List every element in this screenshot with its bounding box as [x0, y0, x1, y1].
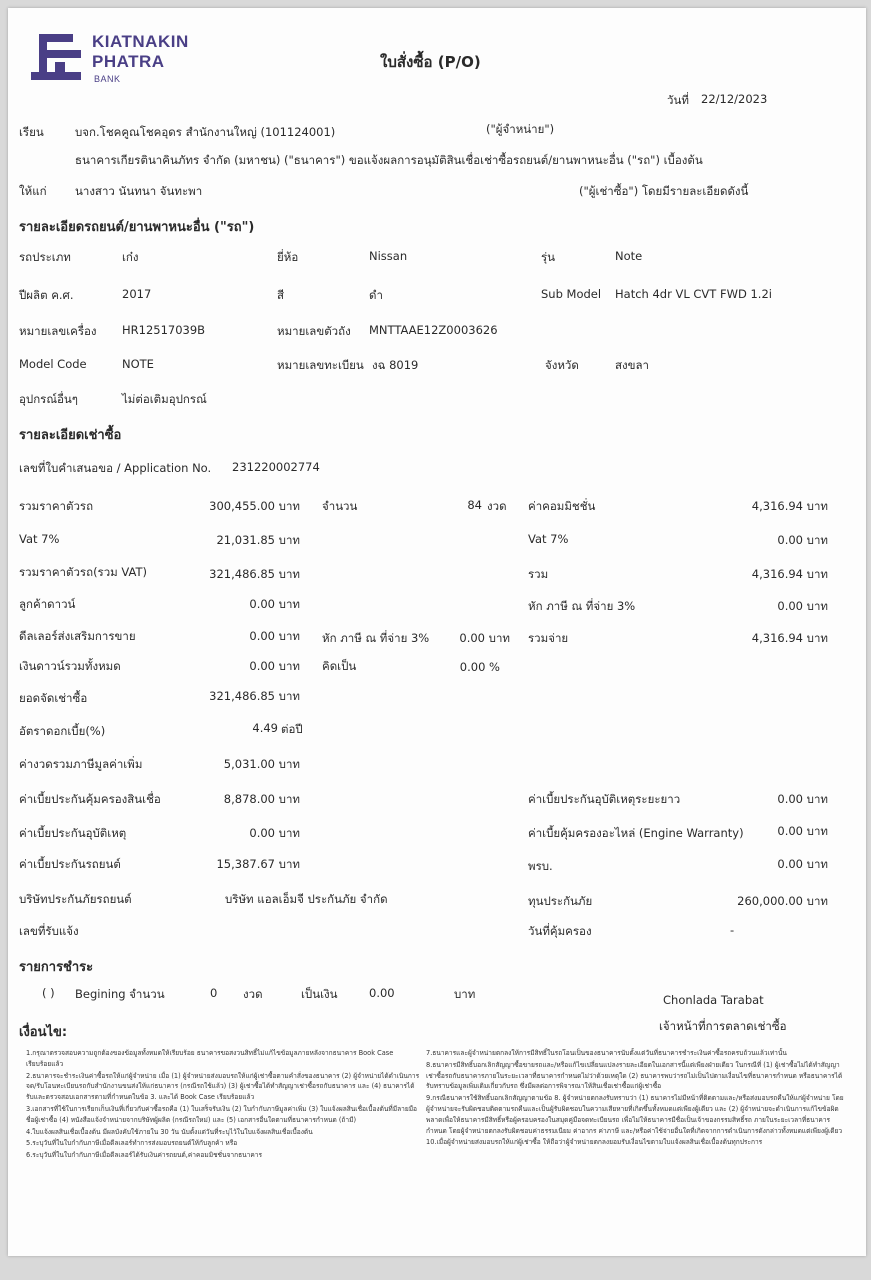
car-price-vat-label: รวมราคาตัวรถ(รวม VAT) — [19, 565, 148, 579]
begin-label: Begining จำนวน — [75, 987, 165, 1001]
model-label: รุ่น — [541, 250, 556, 264]
warranty-value: 0.00 บาท — [777, 824, 828, 838]
rate-label: อัตราดอกเบี้ย(%) — [19, 724, 106, 738]
intro-text: ธนาคารเกียรตินาคินภัทร จำกัด (มหาชน) ("ธนาคาร") ขอแจ้งผลการอนุมัติสินเชื่อเช่าซื้อรถยนต์/ยานพาหนะอื่น ("รถ") เบื้องต้น — [75, 153, 703, 167]
engine-label: หมายเลขเครื่อง — [19, 324, 97, 338]
insurer-label: บริษัทประกันภัยรถยนต์ — [19, 892, 132, 906]
longterm-label: ค่าเบี้ยประกันอุบัติเหตุระยะยาว — [528, 792, 681, 806]
credit-ins-label: ค่าเบี้ยประกันคุ้มครองสินเชื่อ — [19, 792, 161, 806]
accident-label: ค่าเบี้ยประกันอุบัติเหตุ — [19, 826, 127, 840]
car-price-vat-value: 321,486.85 บาท — [209, 567, 300, 581]
submodel-value: Hatch 4dr VL CVT FWD 1.2i — [615, 287, 772, 301]
condition-item: 7.ธนาคารและผู้จำหน่ายตกลงให้การมีสิทธิ์ในรถโอนเป็นของธนาคารนับตั้งแต่วันที่ธนาคารชำระเงินค่าซื้อรถครบถ้วนแล้วเท่านั้น — [426, 1049, 787, 1057]
rate-value: 4.49 — [252, 721, 278, 735]
modelcode-label: Model Code — [19, 357, 87, 371]
vat2-value: 0.00 บาท — [777, 533, 828, 547]
type-value: เก๋ง — [122, 250, 139, 264]
begin-unit: งวด — [243, 987, 263, 1001]
installments-label: จำนวน — [322, 499, 358, 513]
monthly-value: 5,031.00 บาท — [223, 757, 300, 771]
dealer-wht-value: 0.00 บาท — [459, 631, 510, 645]
commission-value: 4,316.94 บาท — [751, 499, 828, 513]
down-value: 0.00 บาท — [249, 597, 300, 611]
for-value: นางสาว นันทนา จันทะพา — [75, 184, 203, 198]
car-ins-label: ค่าเบี้ยประกันรถยนต์ — [19, 857, 121, 871]
color-value: ดำ — [369, 288, 383, 302]
total-paid-label: รวมจ่าย — [528, 631, 569, 645]
condition-item: 1.กรุณาตรวจสอบความถูกต้องของข้อมูลทั้งหมดให้เรียบร้อย ธนาคารขอสงวนสิทธิ์ไม่แก้ไขข้อมูลภายหลังจากธนาคาร Book Case เรียบร้อยแล้ว — [26, 1049, 394, 1068]
signer-name: Chonlada Tarabat — [663, 993, 764, 1007]
compulsory-value: 0.00 บาท — [777, 857, 828, 871]
percent-label: คิดเป็น — [322, 659, 357, 673]
condition-item: 2.ธนาคารจะชำระเงินค่าซื้อรถให้แก่ผู้จำหน่าย เมื่อ (1) ผู้จำหน่ายส่งมอบรถให้แก่ผู้เช่าซื้อตามคำสั่งของธนาคาร (2) ผู้จำหน่ายได้ดำเนินการจด/รับโอนทะเบียนรถกับสำนักงานขนส่งให้แก่ธนาคาร (กรณีรถใช้แล้ว) (3) ผู้เช่าซื้อได้ทำสัญญาเช่าซื้อรถกับธนาคาร และ (4) ธนาคารได้รับและตรวจสอบเอกสารตามที่กำหนดในข้อ 3. และได้ Book Case เรียบร้อยแล้ว — [26, 1071, 420, 1102]
payment-section-title: รายการชำระ — [19, 960, 94, 975]
province-label: จังหวัด — [545, 358, 579, 372]
monthly-label: ค่างวดรวมภาษีมูลค่าเพิ่ม — [19, 757, 143, 771]
date-label: วันที่ — [667, 93, 689, 107]
plate-label: หมายเลขทะเบียน — [277, 358, 364, 372]
engine-value: HR12517039B — [122, 323, 206, 337]
conditions-title: เงื่อนไข: — [19, 1025, 68, 1040]
total-down-label: เงินดาวน์รวมทั้งหมด — [19, 659, 121, 673]
compulsory-label: พรบ. — [528, 859, 553, 873]
total-label: รวม — [528, 567, 549, 581]
to-value: บจก.โชคคูณโชคอุดร สำนักงานใหญ่ (101124001) — [75, 125, 336, 139]
sum-insured-label: ทุนประกันภัย — [528, 894, 593, 908]
accident-value: 0.00 บาท — [249, 826, 300, 840]
to-label: เรียน — [19, 125, 44, 139]
conditions-right — [426, 1048, 846, 1149]
modelcode-value: NOTE — [122, 357, 154, 371]
rate-unit: ต่อปี — [281, 722, 303, 736]
amount-currency: บาท — [454, 987, 476, 1001]
logo-line3: BANK — [94, 74, 121, 84]
kkp-logo-icon — [25, 32, 87, 88]
application-label: เลขที่ใบคำเสนอขอ / Application No. — [19, 461, 212, 475]
date-value: 22/12/2023 — [701, 92, 768, 106]
plate-value: งฉ 8019 — [372, 358, 419, 372]
amount-label: เป็นเงิน — [301, 987, 338, 1001]
sum-insured-value: 260,000.00 บาท — [737, 894, 828, 908]
wht-value: 0.00 บาท — [777, 599, 828, 613]
model-value: Note — [615, 249, 643, 263]
page-title: ใบสั่งซื้อ (P/O) — [380, 53, 481, 71]
vat-label: Vat 7% — [19, 532, 60, 546]
begin-count: 0 — [210, 986, 218, 1000]
commission-label: ค่าคอมมิชชั่น — [528, 499, 596, 513]
condition-item: 5.ระบุวันที่ในใบกำกับภาษีเมื่อดีลเลอร์ทำการส่งมอบรถยนต์ให้กับลูกค้า หรือ — [26, 1139, 238, 1148]
total-value: 4,316.94 บาท — [751, 567, 828, 581]
application-value: 231220002774 — [232, 460, 320, 474]
notify-label: เลขที่รับแจ้ง — [19, 924, 79, 938]
finance-label: ยอดจัดเช่าซื้อ — [19, 691, 88, 705]
payment-checkbox[interactable]: ( ) — [42, 986, 55, 1000]
brand-value: Nissan — [369, 249, 408, 263]
coverage-label: วันที่คุ้มครอง — [528, 924, 592, 938]
total-down-value: 0.00 บาท — [249, 659, 300, 673]
po-document — [8, 8, 866, 1256]
condition-item: 10.เมื่อผู้จำหน่ายส่งมอบรถให้แก่ผู้เช่าซื้อ ให้ถือว่าผู้จำหน่ายตกลงยอมรับเงื่อนไขตามใบแจ้งผลสินเชื่อเบื้องต้นทุกประการ — [426, 1138, 763, 1147]
installments-value: 84 — [467, 498, 482, 512]
submodel-label: Sub Model — [541, 287, 602, 301]
accessory-value: ไม่ต่อเติมอุปกรณ์ — [122, 392, 207, 406]
logo-line1: KIATNAKIN — [92, 32, 189, 51]
accessory-label: อุปกรณ์อื่นๆ — [19, 392, 78, 406]
year-value: 2017 — [122, 287, 152, 301]
car-ins-value: 15,387.67 บาท — [216, 857, 300, 871]
condition-item: 6.ระบุวันที่ในใบกำกับภาษีเมื่อดีลเลอร์ได้รับเงินค่ารถยนต์,ค่าคอมมิชชั่นจากธนาคาร — [26, 1151, 262, 1160]
vat-value: 21,031.85 บาท — [216, 533, 300, 547]
credit-ins-value: 8,878.00 บาท — [223, 792, 300, 806]
signer-role: เจ้าหน้าที่การตลาดเช่าซื้อ — [659, 1019, 787, 1033]
finance-value: 321,486.85 บาท — [209, 689, 300, 703]
condition-item: 4.ใบแจ้งผลสินเชื่อเบื้องต้น มีผลบังคับใช้ภายใน 30 วัน นับตั้งแต่วันที่ระบุไว้ในใบแจ้งผลสินเชื่อเบื้องต้น — [26, 1127, 313, 1136]
dealer-wht-label: หัก ภาษี ณ ที่จ่าย 3% — [322, 631, 430, 645]
for-role: ("ผู้เช่าซื้อ") โดยมีรายละเอียดดังนี้ — [579, 184, 749, 198]
dealer-label: ดีลเลอร์ส่งเสริมการขาย — [19, 629, 136, 643]
vat2-label: Vat 7% — [528, 532, 569, 546]
chassis-label: หมายเลขตัวถัง — [277, 324, 351, 338]
color-label: สี — [277, 288, 285, 302]
car-price-label: รวมราคาตัวรถ — [19, 499, 94, 513]
condition-item: 3.เอกสารที่ใช้ในการเรียกเก็บเงินที่เกี่ยวกับค่าซื้อรถคือ (1) ใบเสร็จรับเงิน (2) ใบกำกับภาษีมูลค่าเพิ่ม (3) ใบแจ้งผลสินเชื่อเบื้องต้นที่มีลายมือชื่อผู้เช่าซื้อ (4) หนังสือแจ้งจำหน่ายจากบริษัทผู้ผลิต (กรณีรถใหม่) และ (5) เอกสารอื่นใดตามที่ธนาคารกำหนด (ถ้ามี) — [26, 1104, 418, 1124]
to-role: ("ผู้จำหน่าย") — [486, 122, 555, 136]
vehicle-section-title: รายละเอียดรถยนต์/ยานพาหนะอื่น ("รถ") — [19, 220, 255, 235]
amount-value: 0.00 — [369, 986, 395, 1000]
wht-label: หัก ภาษี ณ ที่จ่าย 3% — [528, 599, 636, 613]
installments-unit: งวด — [487, 499, 507, 513]
chassis-value: MNTTAAE12Z0003626 — [369, 323, 498, 337]
percent-value: 0.00 % — [459, 660, 500, 674]
insurer-value: บริษัท แอลเอ็มจี ประกันภัย จำกัด — [225, 892, 388, 906]
year-label: ปีผลิต ค.ศ. — [19, 288, 74, 302]
province-value: สงขลา — [615, 358, 650, 372]
warranty-label: ค่าเบี้ยคุ้มครองอะไหล่ (Engine Warranty) — [528, 826, 744, 840]
type-label: รถประเภท — [19, 250, 71, 264]
car-price-value: 300,455.00 บาท — [209, 499, 300, 513]
conditions-left — [26, 1048, 420, 1162]
lease-section-title: รายละเอียดเช่าซื้อ — [19, 428, 122, 443]
total-paid-value: 4,316.94 บาท — [751, 631, 828, 645]
for-label: ให้แก่ — [19, 184, 47, 198]
brand-label: ยี่ห้อ — [277, 250, 299, 264]
coverage-value: - — [730, 923, 735, 937]
longterm-value: 0.00 บาท — [777, 792, 828, 806]
condition-item: 9.กรณีธนาคารใช้สิทธิ์บอกเลิกสัญญาตามข้อ 8. ผู้จำหน่ายตกลงรับทราบว่า (1) ธนาคารไม่มีหน้าที่ติดตามและ/หรือส่งมอบรถคืนให้แก่ผู้จำหน่าย โดยผู้จำหน่ายจะรับผิดชอบติดตามรถคืนและเป็นผู้รับผิดชอบในความเสียหายที่เกิดขึ้นทั้งหมดแต่เพียงผู้เดียว และ (2) ผู้จำหน่ายจะดำเนินการแก้ไขข้อผิดพลาดเพื่อให้ธนาคารมีสิทธิ์หรือผู้ครอบครองในสมุดคู่มือจดทะเบียนรถ เพื่อไม่ให้ธนาคารมีชื่อเป็นเจ้าของกรรมสิทธิ์รถ ภายในระยะเวลาที่ธนาคารกำหนด โดยผู้จำหน่ายตกลงรับผิดชอบค่าธรรมเนียม ค่าอากร ค่าภาษี และ/หรือค่าใช้จ่ายอื่นใดที่เกิดจากการดำเนินการดังกล่าวทั้งหมดแต่เพียงผู้เดียว — [426, 1094, 844, 1135]
down-label: ลูกค้าดาวน์ — [19, 597, 76, 611]
condition-item: 8.ธนาคารมีสิทธิ์บอกเลิกสัญญาซื้อขายรถและ/หรือแก้ไขเปลี่ยนแปลงรายละเอียดในเอกสารนี้แต่เพียงฝ่ายเดียว ในกรณีที่ (1) ผู้เช่าซื้อไม่ได้ทำสัญญาเช่าซื้อรถกับธนาคารภายในระยะเวลาที่ธนาคารกำหนดไม่ว่าด้วยเหตุใด (2) ธนาคารพบว่ารถไม่เป็นไปตามเงื่อนไขที่ธนาคารกำหนด หรือธนาคารได้รับทราบข้อมูลเพิ่มเติมเกี่ยวกับรถ ซึ่งมีผลต่อการพิจารณาให้สินเชื่อเช่าซื้อแก่ผู้เช่าซื้อ — [426, 1060, 843, 1091]
logo-line2: PHATRA — [92, 52, 165, 71]
dealer-value: 0.00 บาท — [249, 629, 300, 643]
